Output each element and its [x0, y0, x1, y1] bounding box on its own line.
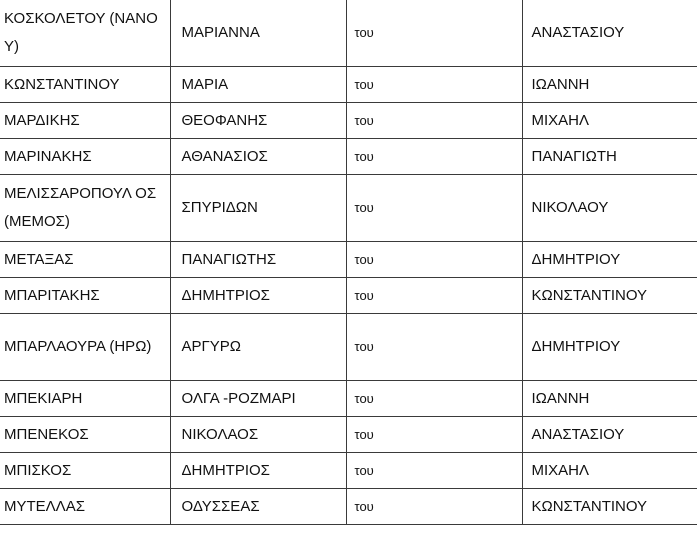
father-name-cell: ΜΙΧΑΗΛ [522, 103, 697, 139]
first-name-cell: ΘΕΟΦΑΝΗΣ [170, 103, 346, 139]
first-name-cell: ΜΑΡΙΑΝΝΑ [170, 0, 346, 67]
father-name-cell: ΑΝΑΣΤΑΣΙΟΥ [522, 0, 697, 67]
surname-cell: ΚΟΣΚΟΛΕΤΟΥ (ΝΑΝΟΥ) [0, 0, 170, 67]
surname-cell: ΜΕΤΑΞΑΣ [0, 242, 170, 278]
surname-cell: ΜΠΙΣΚΟΣ [0, 453, 170, 489]
first-name-cell: ΣΠΥΡΙΔΩΝ [170, 175, 346, 242]
first-name-cell: ΝΙΚΟΛΑΟΣ [170, 417, 346, 453]
father-name-cell: ΜΙΧΑΗΛ [522, 453, 697, 489]
surname-cell: ΜΠΑΡΛΑΟΥΡΑ (ΗΡΩ) [0, 314, 170, 381]
of-cell: του [346, 67, 522, 103]
of-cell: του [346, 0, 522, 67]
first-name-cell: ΔΗΜΗΤΡΙΟΣ [170, 453, 346, 489]
of-cell: του [346, 314, 522, 381]
table-row [0, 0, 697, 67]
table-row [0, 489, 697, 525]
table-row [0, 417, 697, 453]
father-name-cell: ΔΗΜΗΤΡΙΟΥ [522, 242, 697, 278]
first-name-cell: ΜΑΡΙΑ [170, 67, 346, 103]
first-name-cell: ΔΗΜΗΤΡΙΟΣ [170, 278, 346, 314]
surname-cell: ΚΩΝΣΤΑΝΤΙΝΟΥ [0, 67, 170, 103]
first-name-cell: ΟΛΓΑ -ΡΟΖΜΑΡΙ [170, 381, 346, 417]
father-name-cell: ΚΩΝΣΤΑΝΤΙΝΟΥ [522, 278, 697, 314]
of-cell: του [346, 175, 522, 242]
table-row [0, 314, 697, 381]
of-cell: του [346, 489, 522, 525]
of-cell: του [346, 417, 522, 453]
first-name-cell: ΟΔΥΣΣΕΑΣ [170, 489, 346, 525]
table-row [0, 453, 697, 489]
of-cell: του [346, 453, 522, 489]
table-row [0, 175, 697, 242]
surname-cell: ΜΑΡΙΝΑΚΗΣ [0, 139, 170, 175]
table-row [0, 242, 697, 278]
surname-cell: ΜΕΛΙΣΣΑΡΟΠΟΥΛ ΟΣ (ΜΕΜΟΣ) [0, 175, 170, 242]
surname-cell: ΜΠΑΡΙΤΑΚΗΣ [0, 278, 170, 314]
surname-cell: ΜΑΡΔΙΚΗΣ [0, 103, 170, 139]
of-cell: του [346, 278, 522, 314]
father-name-cell: ΙΩΑΝΝΗ [522, 381, 697, 417]
table-row [0, 139, 697, 175]
father-name-cell: ΝΙΚΟΛΑΟΥ [522, 175, 697, 242]
table-row [0, 278, 697, 314]
of-cell: του [346, 381, 522, 417]
table-row [0, 381, 697, 417]
surname-cell: ΜΥΤΕΛΛΑΣ [0, 489, 170, 525]
table-row [0, 103, 697, 139]
father-name-cell: ΔΗΜΗΤΡΙΟΥ [522, 314, 697, 381]
first-name-cell: ΑΡΓΥΡΩ [170, 314, 346, 381]
first-name-cell: ΠΑΝΑΓΙΩΤΗΣ [170, 242, 346, 278]
of-cell: του [346, 139, 522, 175]
first-name-cell: ΑΘΑΝΑΣΙΟΣ [170, 139, 346, 175]
of-cell: του [346, 242, 522, 278]
father-name-cell: ΑΝΑΣΤΑΣΙΟΥ [522, 417, 697, 453]
father-name-cell: ΙΩΑΝΝΗ [522, 67, 697, 103]
surname-cell: ΜΠΕΚΙΑΡΗ [0, 381, 170, 417]
father-name-cell: ΠΑΝΑΓΙΩΤΗ [522, 139, 697, 175]
father-name-cell: ΚΩΝΣΤΑΝΤΙΝΟΥ [522, 489, 697, 525]
table-row [0, 67, 697, 103]
of-cell: του [346, 103, 522, 139]
surname-cell: ΜΠΕΝΕΚΟΣ [0, 417, 170, 453]
